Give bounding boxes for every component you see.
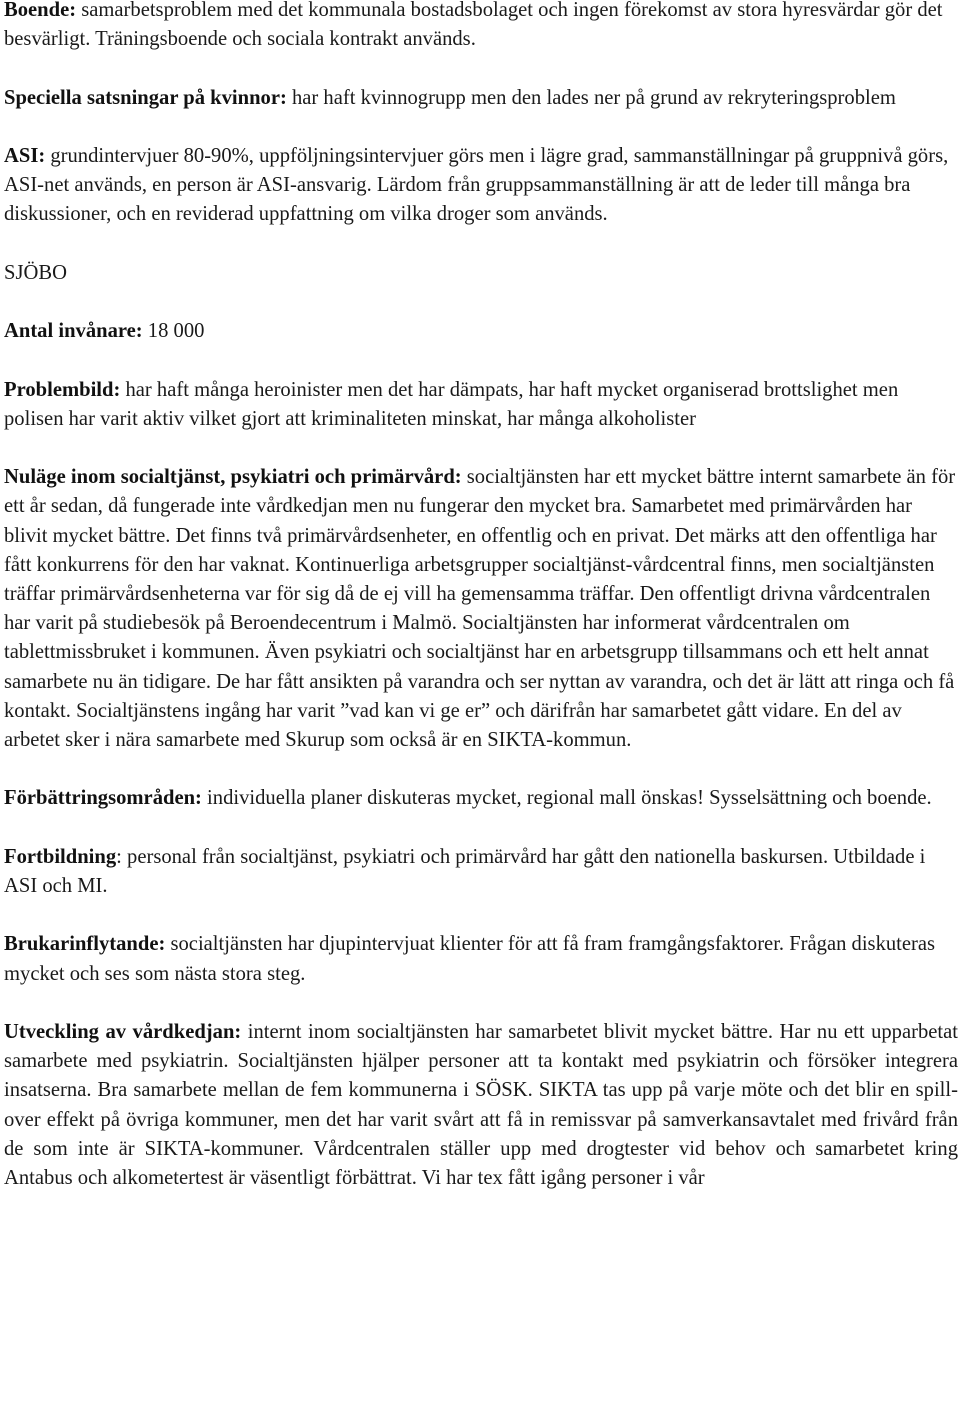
paragraph-utveckling-vardkedjan	[4, 1018, 958, 1193]
paragraph-antal-invanare	[4, 317, 958, 346]
text-problembild: har haft många heroinister men det har dämpats, har haft mycket organiserad brottslighet men polisen har varit aktiv vilket gjort att kriminaliteten minskat, har många alkoholister	[4, 378, 899, 430]
label-utveckling-vardkedjan: Utveckling av vårdkedjan:	[4, 1020, 242, 1043]
label-asi: ASI:	[4, 144, 46, 167]
label-nulage: Nuläge inom socialtjänst, psykiatri och primärvård:	[4, 466, 462, 489]
paragraph-problembild	[4, 376, 958, 434]
section-heading: SJÖBO	[4, 261, 67, 284]
text-boende: samarbetsproblem med det kommunala bostadsbolaget och ingen förekomst av stora hyresvärdar gör det besvärligt. Träningsboende och sociala kontrakt används.	[4, 0, 943, 51]
label-forbattringsomraden: Förbättringsområden:	[4, 787, 202, 810]
paragraph-boende	[4, 0, 958, 54]
paragraph-brukarinflytande	[4, 930, 958, 988]
label-fortbildning: Fortbildning	[4, 845, 117, 868]
label-speciella-satsningar: Speciella satsningar på kvinnor:	[4, 86, 287, 109]
text-asi: grundintervjuer 80-90%, uppföljningsintervjuer görs men i lägre grad, sammanställningar på gruppnivå görs, ASI-net används, en person är ASI-ansvarig. Lärdom från gruppsammanställning är att de leder till många bra diskussioner, och en reviderad uppfattning om vilka droger som används.	[4, 144, 949, 226]
text-utveckling-vardkedjan: internt inom socialtjänsten har samarbetet blivit mycket bättre. Har nu ett upparbetat samarbete med psykiatrin. Socialtjänsten hjälper personer att ta kontakt med psykiatrin och försöker integrera insatserna. Bra samarbete mellan de fem kommunerna i SÖSK. SIKTA tas upp på varje möte och det blir en spill-over effekt på övriga kommuner, men det har varit svårt att få in remissvar på samverkansavtalet med frivård från de som inte är SIKTA-kommuner. Vårdcentralen ställer upp med drogtester vid behov och samarbetet kring Antabus och alkometertest är väsentligt förbättrat. Vi har tex fått igång personer i vår	[4, 1020, 958, 1189]
paragraph-forbattringsomraden	[4, 784, 958, 813]
paragraph-fortbildning	[4, 843, 958, 901]
label-antal-invanare: Antal invånare:	[4, 320, 143, 343]
label-boende: Boende:	[4, 0, 77, 21]
text-forbattringsomraden: individuella planer diskuteras mycket, regional mall önskas! Sysselsättning och boende.	[201, 787, 932, 810]
text-fortbildning: : personal från socialtjänst, psykiatri och primärvård har gått den nationella baskursen. Utbildade i ASI och MI.	[4, 845, 926, 897]
document-page	[4, 0, 958, 1222]
text-speciella-satsningar: har haft kvinnogrupp men den lades ner på grund av rekryteringsproblem	[286, 86, 896, 109]
text-antal-invanare: 18 000	[142, 320, 205, 343]
text-nulage: socialtjänsten har ett mycket bättre internt samarbete än för ett år sedan, då fungerade inte vårdkedjan men nu fungerar den mycket bra. Samarbetet med primärvården har blivit mycket bättre. Det finns två primärvårdsenheter, en offentlig och en privat. Det märks att den offentliga har fått konkurrens för den har vaknat. Kontinuerliga arbetsgrupper socialtjänst-vårdcentral finns, men socialtjänsten träffar primärvårdsenheterna var för sig då de ej vill ha gemensamma träffar. Den offentligt drivna vårdcentralen har varit på studiebesök på Beroendecentrum i Malmö. Socialtjänsten har informerat vårdcentralen om tablettmissbruket i kommunen. Även psykiatri och socialtjänst har en arbetsgrupp tillsammans och ett helt annat samarbete nu än tidigare. De har fått ansikten på varandra och ser nyttan av varandra, och det är lätt att ringa och få kontakt. Socialtjänstens ingång har varit ”vad kan vi ge er” och därifrån har samarbetet gått vidare. En del av arbetet sker i nära samarbete med Skurup som också är en SIKTA-kommun.	[4, 466, 956, 751]
paragraph-nulage	[4, 463, 958, 755]
paragraph-speciella-satsningar	[4, 84, 958, 113]
label-brukarinflytande: Brukarinflytande:	[4, 933, 166, 956]
label-problembild: Problembild:	[4, 378, 121, 401]
text-brukarinflytande: socialtjänsten har djupintervjuat klienter för att få fram framgångsfaktorer. Frågan diskuteras mycket och ses som nästa stora steg.	[4, 933, 936, 985]
paragraph-asi	[4, 142, 958, 230]
